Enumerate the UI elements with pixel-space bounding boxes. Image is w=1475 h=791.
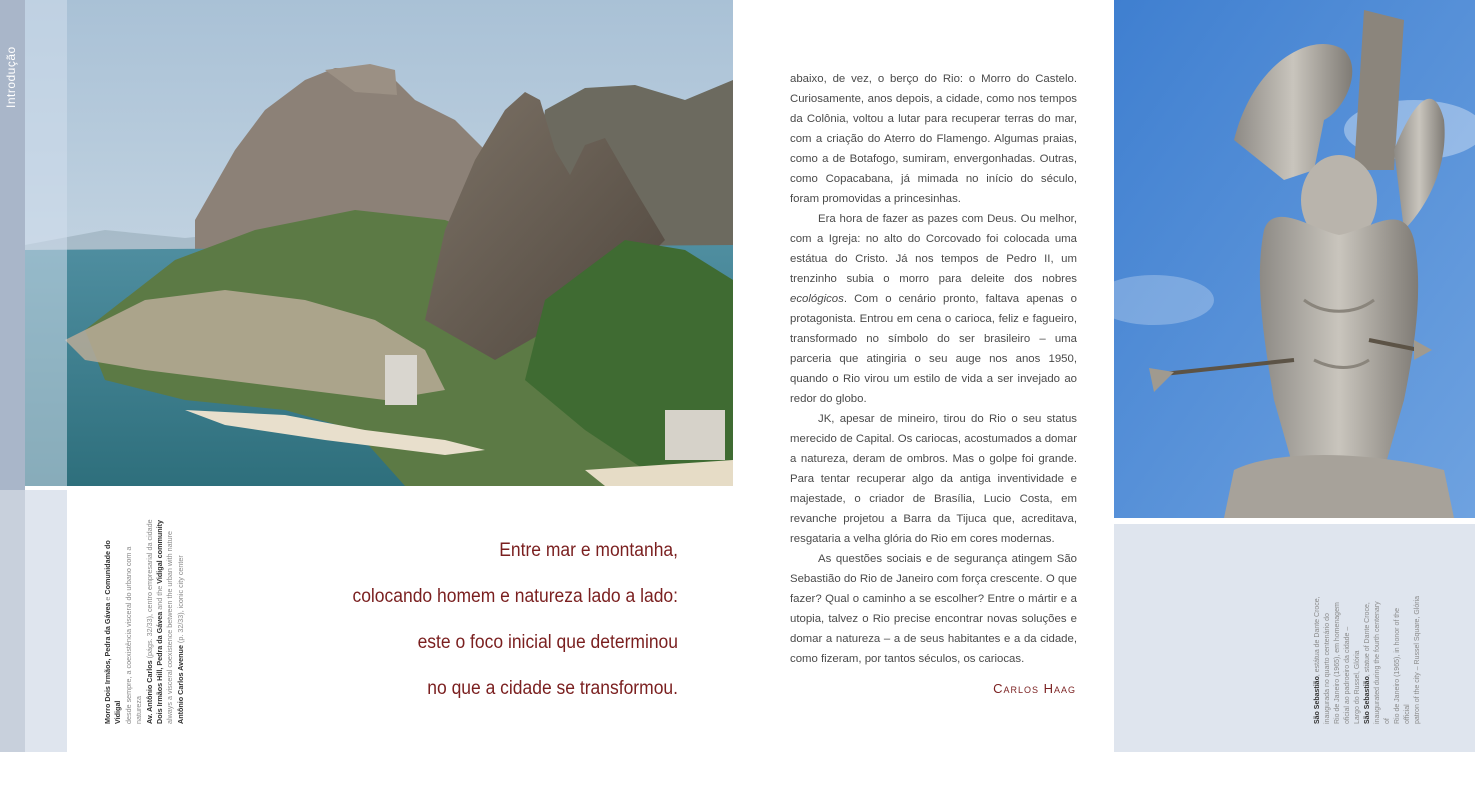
paragraph-text: . Com o cenário pronto, faltava apenas o protagonista. Entrou em cena o carioca, feliz e fagueiro, transformado no símbolo do ser brasileiro – uma parceria que atingiria o seu auge nos anos 1950, quando o Rio virou um estilo de vida a ser invejado ao redor do globo. (790, 293, 1077, 405)
caption-text: desde sempre, a coexistência visceral do urbano com a natureza (123, 546, 144, 724)
photo-caption-right (1313, 595, 1421, 724)
caption-text: patron of the city – Russel Square, Glória (1414, 595, 1421, 724)
photo-overlay-band (25, 0, 67, 486)
caption-bold: Antônio Carlos Avenue (175, 645, 185, 724)
paragraph: As questões sociais e de segurança atingem São Sebastião do Rio de Janeiro com força crescente. O que fazer? Qual o caminho a se escolher? Entre o mártir e a utopia, talvez o Rio precise encontrar novas soluções e domar a natureza – a de seus habitantes e a da cidade, como fizeram, por tantos séculos, os cariocas. (790, 553, 1077, 665)
paragraph: JK, apesar de mineiro, tirou do Rio o seu status merecido de Capital. Os cariocas, acostumados a domar a natureza, deram de ombros. Mas o golpe foi grande. Para tentar recuperar algo da antiga inventividade e majestade, o criador de Brasília, Lucio Costa, em revanche projetou a Barra da Tijuca que, acreditava, resgataria a velha glória do Rio em cores modernas. (790, 413, 1077, 545)
pull-quote-line: no que a cidade se transformou. (427, 678, 678, 699)
caption-bold: Comunidade do Vidigal (103, 540, 123, 724)
pull-quote-line: Entre mar e montanha, (499, 540, 678, 561)
caption-text: Rio de Janeiro (1965), em homenagem (1334, 602, 1341, 724)
caption-text: (p. 32/33), iconic city center (175, 555, 185, 646)
paragraph-text: Era hora de fazer as pazes com Deus. Ou melhor, com a Igreja: no alto do Corcovado foi colocada uma estátua do Cristo. Já nos tempos de Pedro II, um trenzinho subia o morro para deleite dos nobres (790, 213, 1077, 285)
caption-text: , statue of Dante Croce, (1364, 602, 1371, 677)
caption-text: always a visceral coexistence between the urban with nature (165, 531, 175, 724)
caption-text: oficial ao padroeiro da cidade – (1344, 626, 1351, 724)
paragraph (790, 209, 1077, 409)
caption-bold: São Sebastião (1364, 676, 1371, 724)
paragraph: abaixo, de vez, o berço do Rio: o Morro do Castelo. Curiosamente, anos depois, a cidade, como nos tempos da Colônia, voltou a lutar para recuperar terras do mar, com a criação do Aterro do Flamengo. Algumas praias, como a de Botafogo, sumiram, envergonhadas. Outras, como Copacabana, já mimada no início do século, foram promovidas a princesinhas. (790, 73, 1077, 205)
author-signature: Carlos Haag (993, 681, 1076, 696)
photo-caption-left (103, 519, 185, 724)
section-label: Introdução (4, 46, 18, 108)
caption-text: and the (155, 583, 165, 612)
body-text (790, 69, 1077, 669)
photo-sao-sebastiao-statue (1114, 0, 1475, 518)
pull-quote (290, 528, 678, 712)
paragraph-emphasis: ecológicos (790, 293, 844, 305)
pull-quote-line: este o foco inicial que determinou (417, 632, 678, 653)
caption-text: e (103, 594, 112, 603)
caption-bold: Av. Antônio Carlos (144, 660, 154, 724)
caption-text: inaugurated during the fourth centenary of (1374, 601, 1391, 724)
pull-quote-line: colocando homem e natureza lado a lado: (352, 586, 678, 607)
caption-bold: Dois Irmãos Hill, Pedra da Gávea (155, 611, 165, 724)
caption-text: (págs. 32/33), centro empresarial da cidade (144, 519, 154, 661)
caption-bold: Vidigal community (155, 519, 165, 584)
caption-text: Rio de Janeiro (1965), in honor of the official (1394, 608, 1411, 724)
caption-band (25, 490, 67, 752)
section-strip-lower (0, 490, 25, 752)
caption-bold: Morro Dois Irmãos, Pedra da Gávea (103, 602, 112, 724)
caption-text: , estátua de Dante Croce, (1314, 596, 1321, 677)
photo-dois-irmaos (25, 0, 733, 486)
caption-text: inaugurada no quarto centenário do (1324, 613, 1331, 724)
caption-bold: São Sebastião (1314, 676, 1321, 724)
caption-text: Largo do Russel, Glória (1354, 650, 1361, 724)
